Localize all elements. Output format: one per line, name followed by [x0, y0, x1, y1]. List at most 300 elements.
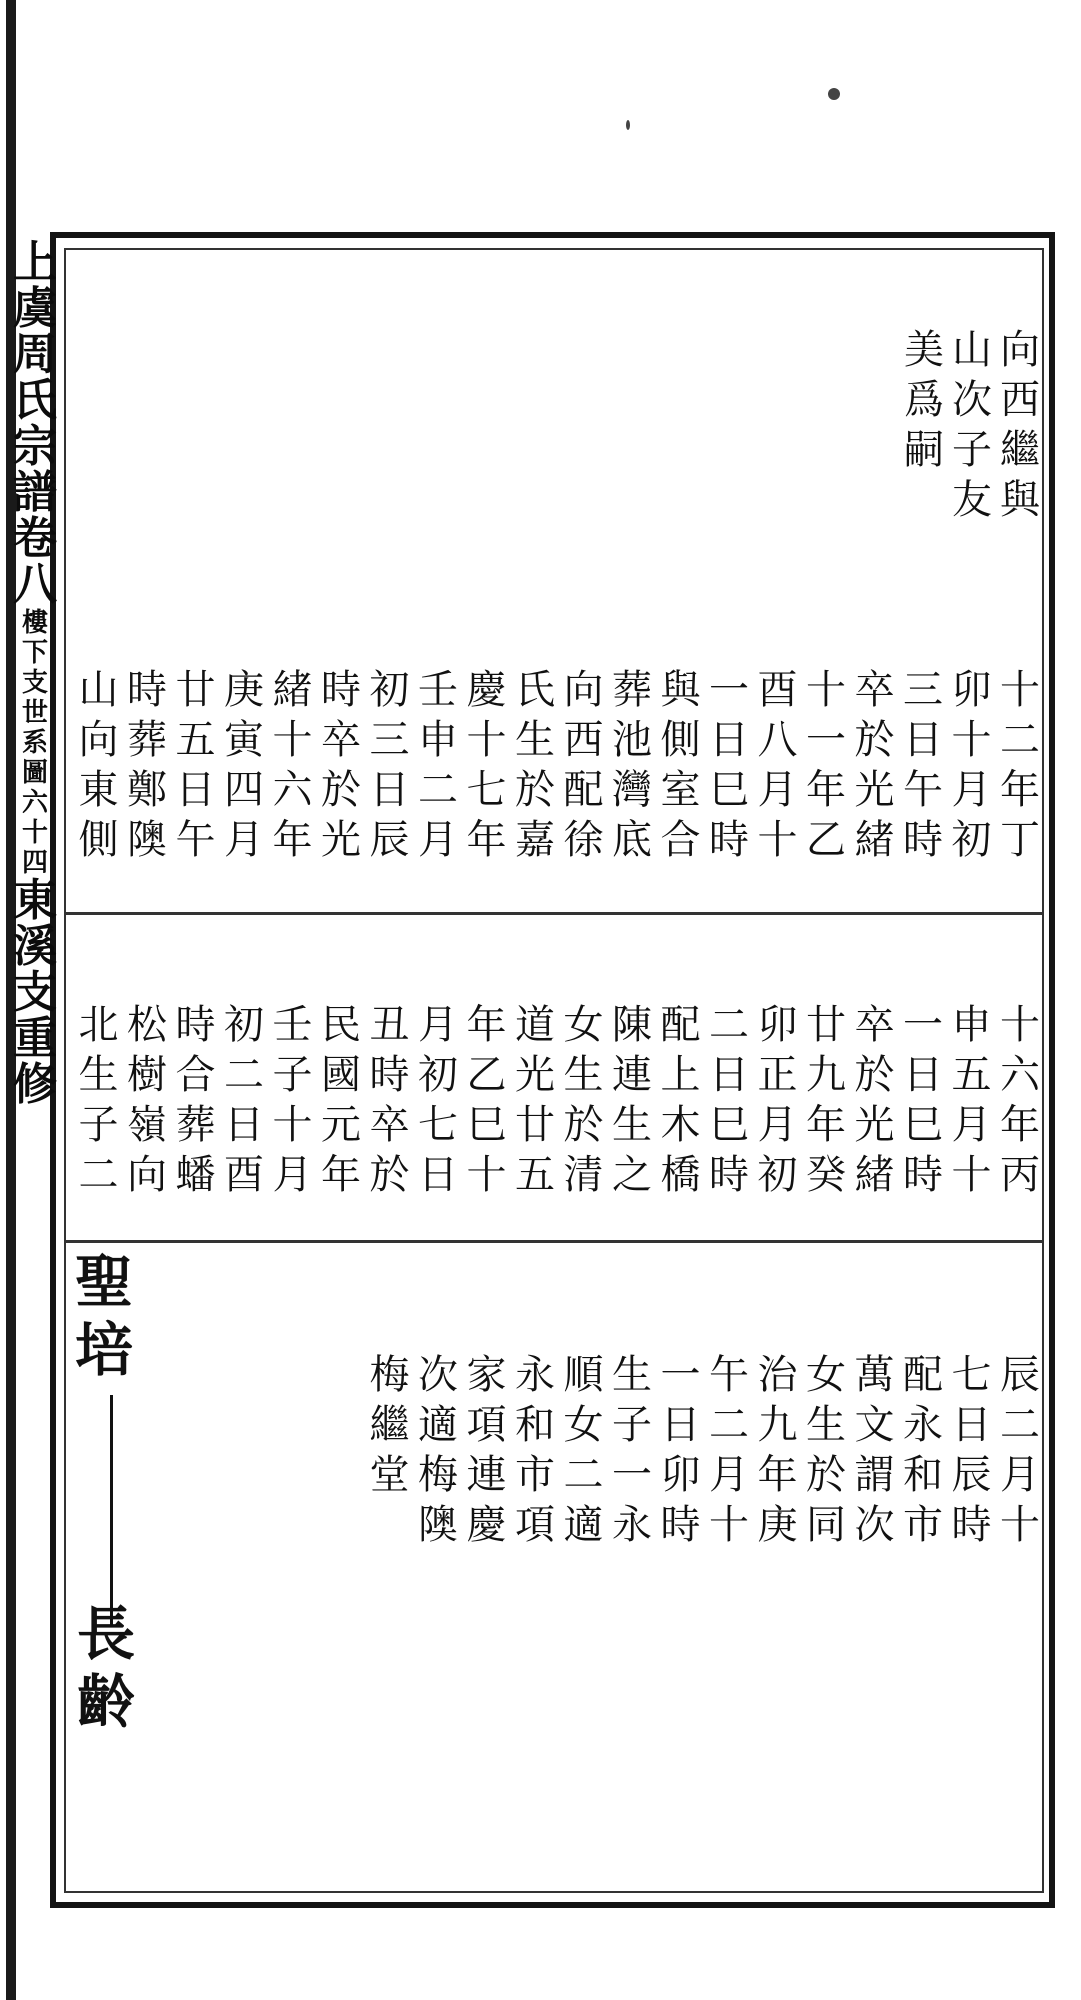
- row3-column: [512, 1350, 558, 1550]
- glyph: 年: [466, 817, 507, 863]
- row-divider-2: [64, 1240, 1044, 1243]
- glyph: 道: [515, 1002, 555, 1048]
- glyph: 初: [757, 1152, 798, 1198]
- glyph: 乙: [466, 1052, 507, 1098]
- glyph: 之: [612, 1152, 652, 1198]
- row3-column: [561, 1350, 607, 1550]
- row1-column: [464, 665, 510, 865]
- glyph: 一: [660, 1352, 701, 1398]
- glyph: 二: [563, 1452, 604, 1498]
- row2-column: [755, 1000, 801, 1200]
- glyph: 氏: [515, 667, 555, 713]
- glyph: 子: [952, 427, 992, 473]
- glyph: 次: [952, 377, 992, 423]
- glyph: 生: [563, 1052, 604, 1098]
- glyph: 山: [78, 667, 119, 713]
- margin-char: 六: [21, 788, 48, 818]
- glyph: 年: [806, 767, 846, 813]
- glyph: 二: [78, 1152, 119, 1198]
- row3-column: [415, 1350, 461, 1550]
- glyph: 五: [951, 1052, 992, 1098]
- glyph: 二: [1000, 717, 1040, 763]
- glyph: 初: [224, 1002, 264, 1048]
- glyph: 市: [515, 1452, 555, 1498]
- glyph: 月: [951, 767, 992, 813]
- row3-column: [464, 1350, 510, 1550]
- margin-char: 四: [21, 848, 48, 878]
- glyph: 連: [612, 1052, 652, 1098]
- glyph: 十: [757, 817, 798, 863]
- row3-column: [706, 1350, 752, 1550]
- glyph: 向: [1000, 327, 1040, 373]
- glyph: 民: [321, 1002, 361, 1048]
- glyph: 卯: [660, 1452, 701, 1498]
- glyph: 向: [127, 1152, 167, 1198]
- glyph: 月: [709, 1452, 749, 1498]
- glyph: 次: [854, 1502, 895, 1548]
- row2-column: [76, 1000, 122, 1200]
- glyph: 日: [224, 1102, 264, 1148]
- glyph: 十: [1000, 1002, 1040, 1048]
- glyph: 元: [321, 1102, 361, 1148]
- glyph: 十: [806, 667, 846, 713]
- glyph: 年: [806, 1102, 846, 1148]
- glyph: 卒: [321, 717, 361, 763]
- glyph: 一: [903, 1002, 943, 1048]
- glyph: 永: [903, 1402, 943, 1448]
- row2-column: [270, 1000, 316, 1200]
- glyph: 女: [806, 1352, 846, 1398]
- glyph: 月: [1000, 1452, 1040, 1498]
- glyph: 月: [757, 767, 798, 813]
- row2-column: [367, 1000, 413, 1200]
- margin-char: 虞: [13, 283, 57, 334]
- glyph: 松: [127, 1002, 167, 1048]
- glyph: 子: [78, 1102, 119, 1148]
- glyph: 日: [369, 767, 410, 813]
- glyph: 辰: [1000, 1352, 1040, 1398]
- margin-char: 譜: [13, 467, 57, 518]
- row2-column: [512, 1000, 558, 1200]
- glyph: 初: [951, 817, 992, 863]
- glyph: 葬: [127, 717, 167, 763]
- glyph: 慶: [466, 1502, 507, 1548]
- margin-char: 十: [21, 818, 48, 848]
- margin-char: 修: [13, 1059, 57, 1110]
- glyph: 時: [127, 667, 167, 713]
- row1-column: [76, 665, 122, 865]
- glyph: 山: [952, 327, 992, 373]
- glyph: 壬: [272, 1002, 313, 1048]
- glyph: 次: [418, 1352, 458, 1398]
- glyph: 一: [612, 1452, 652, 1498]
- glyph: 於: [321, 767, 361, 813]
- margin-char: 上: [13, 237, 57, 288]
- row2-column: [803, 1000, 849, 1200]
- glyph: 月: [757, 1102, 798, 1148]
- glyph: 酉: [757, 667, 798, 713]
- glyph: 日: [660, 1402, 701, 1448]
- row1-column: [852, 665, 898, 865]
- glyph: 九: [757, 1402, 798, 1448]
- glyph: 廿: [806, 1002, 846, 1048]
- glyph: 月: [951, 1102, 992, 1148]
- row3-column: [609, 1350, 655, 1550]
- glyph: 木: [660, 1102, 701, 1148]
- glyph: 緒: [854, 1152, 895, 1198]
- glyph: 向: [78, 717, 119, 763]
- glyph: 池: [612, 717, 652, 763]
- glyph: 六: [272, 767, 313, 813]
- glyph: 申: [418, 717, 458, 763]
- glyph: 寅: [224, 717, 264, 763]
- row1-column: [270, 665, 316, 865]
- glyph: 七: [418, 1102, 458, 1148]
- glyph: 嗣: [904, 427, 944, 473]
- glyph: 酉: [224, 1152, 264, 1198]
- glyph: 橋: [660, 1152, 701, 1198]
- glyph: 庚: [224, 667, 264, 713]
- row3-column: [658, 1350, 704, 1550]
- row2-column: [900, 1000, 946, 1200]
- glyph: 二: [709, 1402, 749, 1448]
- glyph: 十: [1000, 667, 1040, 713]
- glyph: 西: [1000, 377, 1040, 423]
- glyph: 光: [321, 817, 361, 863]
- glyph: 連: [466, 1452, 507, 1498]
- glyph: 年: [272, 817, 313, 863]
- glyph: 光: [854, 1102, 895, 1148]
- glyph: 丙: [1000, 1152, 1040, 1198]
- glyph: 十: [466, 1152, 507, 1198]
- glyph: 時: [951, 1502, 992, 1548]
- glyph: 年: [321, 1152, 361, 1198]
- glyph: 友: [952, 477, 992, 523]
- margin-char: 圖: [21, 758, 48, 788]
- margin-char: 氏: [13, 375, 57, 426]
- row1-column: [755, 665, 801, 865]
- glyph: 年: [466, 1002, 507, 1048]
- row1-column: [221, 665, 267, 865]
- row2-column: [415, 1000, 461, 1200]
- glyph: 日: [175, 767, 216, 813]
- glyph: 嶺: [127, 1102, 167, 1148]
- margin-char: 東: [13, 875, 57, 926]
- son-name: [70, 1600, 142, 1736]
- glyph: 巳: [466, 1102, 507, 1148]
- glyph: 與: [660, 667, 701, 713]
- glyph: 項: [515, 1502, 555, 1548]
- row1-column: [415, 665, 461, 865]
- glyph: 一: [709, 667, 749, 713]
- glyph: 慶: [466, 667, 507, 713]
- glyph: 丑: [369, 1002, 410, 1048]
- glyph: 申: [951, 1002, 992, 1048]
- row3-column: [997, 1350, 1043, 1550]
- glyph: 癸: [806, 1152, 846, 1198]
- glyph: 葬: [612, 667, 652, 713]
- glyph: 辰: [951, 1452, 992, 1498]
- glyph: 生: [612, 1352, 652, 1398]
- row1-column: [706, 665, 752, 865]
- glyph: 日: [903, 717, 943, 763]
- glyph: 合: [660, 817, 701, 863]
- glyph: 十: [1000, 1502, 1040, 1548]
- margin-char: 卷: [13, 513, 57, 564]
- glyph: 於: [563, 1102, 604, 1148]
- glyph: 乙: [806, 817, 846, 863]
- glyph: 日: [709, 717, 749, 763]
- glyph: 於: [369, 1152, 410, 1198]
- row3-column: [900, 1350, 946, 1550]
- glyph: 十: [709, 1502, 749, 1548]
- margin-char: 下: [21, 638, 48, 668]
- margin-char: 溪: [13, 921, 57, 972]
- glyph: 於: [515, 767, 555, 813]
- margin-char: 八: [13, 559, 57, 610]
- row2-column: [124, 1000, 170, 1200]
- row2-column: [997, 1000, 1043, 1200]
- glyph: 四: [224, 767, 264, 813]
- glyph: 巳: [709, 767, 749, 813]
- row2-column: [173, 1000, 219, 1200]
- glyph: 壬: [418, 667, 458, 713]
- paper-speck: [626, 120, 630, 130]
- glyph: 萬: [854, 1352, 895, 1398]
- glyph: 文: [854, 1402, 895, 1448]
- glyph: 子: [612, 1402, 652, 1448]
- row2-column: [658, 1000, 704, 1200]
- row1-column: [367, 665, 413, 865]
- glyph: 初: [369, 667, 410, 713]
- glyph: 蟠: [175, 1152, 216, 1198]
- glyph: 初: [418, 1052, 458, 1098]
- glyph: 月: [224, 817, 264, 863]
- glyph: 正: [757, 1052, 798, 1098]
- glyph: 側: [660, 717, 701, 763]
- glyph: 卒: [854, 1002, 895, 1048]
- row2-column: [318, 1000, 364, 1200]
- row3-column: [852, 1350, 898, 1550]
- top-column: [997, 325, 1043, 525]
- glyph: 樹: [127, 1052, 167, 1098]
- row1-column: [561, 665, 607, 865]
- glyph: 時: [321, 667, 361, 713]
- name-glyph: 長: [76, 1600, 135, 1668]
- glyph: 謂: [854, 1452, 895, 1498]
- glyph: 葬: [175, 1102, 216, 1148]
- glyph: 配: [903, 1352, 943, 1398]
- glyph: 八: [757, 717, 798, 763]
- margin-char: 支: [13, 967, 57, 1018]
- glyph: 適: [418, 1402, 458, 1448]
- glyph: 十: [272, 717, 313, 763]
- row1-column: [173, 665, 219, 865]
- glyph: 廿: [515, 1102, 555, 1148]
- glyph: 東: [78, 767, 119, 813]
- glyph: 庚: [757, 1502, 798, 1548]
- row1-column: [949, 665, 995, 865]
- glyph: 於: [806, 1452, 846, 1498]
- glyph: 側: [78, 817, 119, 863]
- glyph: 繼: [1000, 427, 1040, 473]
- row1-column: [609, 665, 655, 865]
- row3-column: [949, 1350, 995, 1550]
- glyph: 卒: [854, 667, 895, 713]
- glyph: 子: [272, 1052, 313, 1098]
- glyph: 合: [175, 1052, 216, 1098]
- name-glyph: 培: [74, 1316, 133, 1384]
- row2-column: [706, 1000, 752, 1200]
- glyph: 治: [757, 1352, 798, 1398]
- glyph: 九: [806, 1052, 846, 1098]
- glyph: 二: [224, 1052, 264, 1098]
- row2-column: [949, 1000, 995, 1200]
- glyph: 堂: [369, 1452, 410, 1498]
- glyph: 隩: [418, 1502, 458, 1548]
- glyph: 時: [369, 1052, 410, 1098]
- margin-title-strip: [10, 237, 60, 1900]
- glyph: 十: [466, 717, 507, 763]
- glyph: 月: [418, 1002, 458, 1048]
- glyph: 卯: [757, 1002, 798, 1048]
- name-glyph: 聖: [74, 1248, 133, 1316]
- glyph: 和: [515, 1402, 555, 1448]
- row1-column: [658, 665, 704, 865]
- glyph: 繼: [369, 1402, 410, 1448]
- glyph: 家: [466, 1352, 507, 1398]
- glyph: 生: [612, 1102, 652, 1148]
- glyph: 永: [612, 1502, 652, 1548]
- row1-column: [900, 665, 946, 865]
- glyph: 緒: [272, 667, 313, 713]
- glyph: 嘉: [515, 817, 555, 863]
- glyph: 梅: [418, 1452, 458, 1498]
- glyph: 爲: [904, 377, 944, 423]
- name-glyph: 齡: [76, 1668, 135, 1736]
- margin-char: 世: [21, 698, 48, 728]
- glyph: 午: [175, 817, 216, 863]
- glyph: 三: [903, 667, 943, 713]
- glyph: 三: [369, 717, 410, 763]
- glyph: 年: [757, 1452, 798, 1498]
- glyph: 於: [854, 1052, 895, 1098]
- glyph: 順: [563, 1352, 604, 1398]
- glyph: 卒: [369, 1102, 410, 1148]
- glyph: 市: [903, 1502, 943, 1548]
- top-column: [949, 325, 995, 525]
- glyph: 時: [709, 817, 749, 863]
- top-column: [901, 325, 947, 475]
- glyph: 隩: [127, 817, 167, 863]
- margin-char: 宗: [13, 421, 57, 472]
- margin-char: 樓: [21, 608, 48, 638]
- glyph: 梅: [369, 1352, 410, 1398]
- glyph: 七: [466, 767, 507, 813]
- glyph: 女: [563, 1402, 604, 1448]
- main-name: [68, 1248, 140, 1384]
- row2-column: [609, 1000, 655, 1200]
- margin-char: 周: [13, 329, 57, 380]
- glyph: 和: [903, 1452, 943, 1498]
- glyph: 年: [1000, 1102, 1040, 1148]
- glyph: 月: [418, 817, 458, 863]
- row1-column: [124, 665, 170, 865]
- row2-column: [221, 1000, 267, 1200]
- glyph: 於: [854, 717, 895, 763]
- glyph: 日: [951, 1402, 992, 1448]
- glyph: 時: [709, 1152, 749, 1198]
- glyph: 午: [903, 767, 943, 813]
- glyph: 底: [612, 817, 652, 863]
- glyph: 美: [904, 327, 944, 373]
- glyph: 時: [175, 1002, 216, 1048]
- glyph: 灣: [612, 767, 652, 813]
- glyph: 北: [78, 1002, 119, 1048]
- glyph: 巳: [709, 1102, 749, 1148]
- glyph: 二: [1000, 1402, 1040, 1448]
- glyph: 五: [175, 717, 216, 763]
- margin-char: 重: [13, 1013, 57, 1064]
- glyph: 卯: [951, 667, 992, 713]
- glyph: 光: [515, 1052, 555, 1098]
- glyph: 清: [563, 1152, 604, 1198]
- row1-column: [512, 665, 558, 865]
- row2-column: [852, 1000, 898, 1200]
- glyph: 永: [515, 1352, 555, 1398]
- glyph: 十: [951, 1152, 992, 1198]
- glyph: 日: [903, 1052, 943, 1098]
- row2-column: [464, 1000, 510, 1200]
- glyph: 適: [563, 1502, 604, 1548]
- margin-char: 支: [21, 668, 48, 698]
- glyph: 五: [515, 1152, 555, 1198]
- glyph: 緒: [854, 817, 895, 863]
- glyph: 丁: [1000, 817, 1040, 863]
- margin-char: 系: [21, 728, 48, 758]
- glyph: 室: [660, 767, 701, 813]
- glyph: 配: [660, 1002, 701, 1048]
- glyph: 時: [660, 1502, 701, 1548]
- glyph: 女: [563, 1002, 604, 1048]
- glyph: 十: [272, 1102, 313, 1148]
- row2-column: [561, 1000, 607, 1200]
- glyph: 一: [806, 717, 846, 763]
- row3-column: [755, 1350, 801, 1550]
- glyph: 光: [854, 767, 895, 813]
- glyph: 向: [563, 667, 604, 713]
- row1-column: [318, 665, 364, 865]
- glyph: 年: [1000, 767, 1040, 813]
- glyph: 生: [78, 1052, 119, 1098]
- glyph: 國: [321, 1052, 361, 1098]
- glyph: 與: [1000, 477, 1040, 523]
- glyph: 十: [951, 717, 992, 763]
- glyph: 生: [515, 717, 555, 763]
- glyph: 同: [806, 1502, 846, 1548]
- glyph: 上: [660, 1052, 701, 1098]
- paper-speck: [828, 88, 840, 100]
- glyph: 徐: [563, 817, 604, 863]
- row3-column: [803, 1350, 849, 1550]
- glyph: 鄭: [127, 767, 167, 813]
- row-divider-1: [64, 912, 1044, 915]
- glyph: 廿: [175, 667, 216, 713]
- glyph: 時: [903, 1152, 943, 1198]
- glyph: 午: [709, 1352, 749, 1398]
- lineage-line: [110, 1395, 113, 1625]
- glyph: 生: [806, 1402, 846, 1448]
